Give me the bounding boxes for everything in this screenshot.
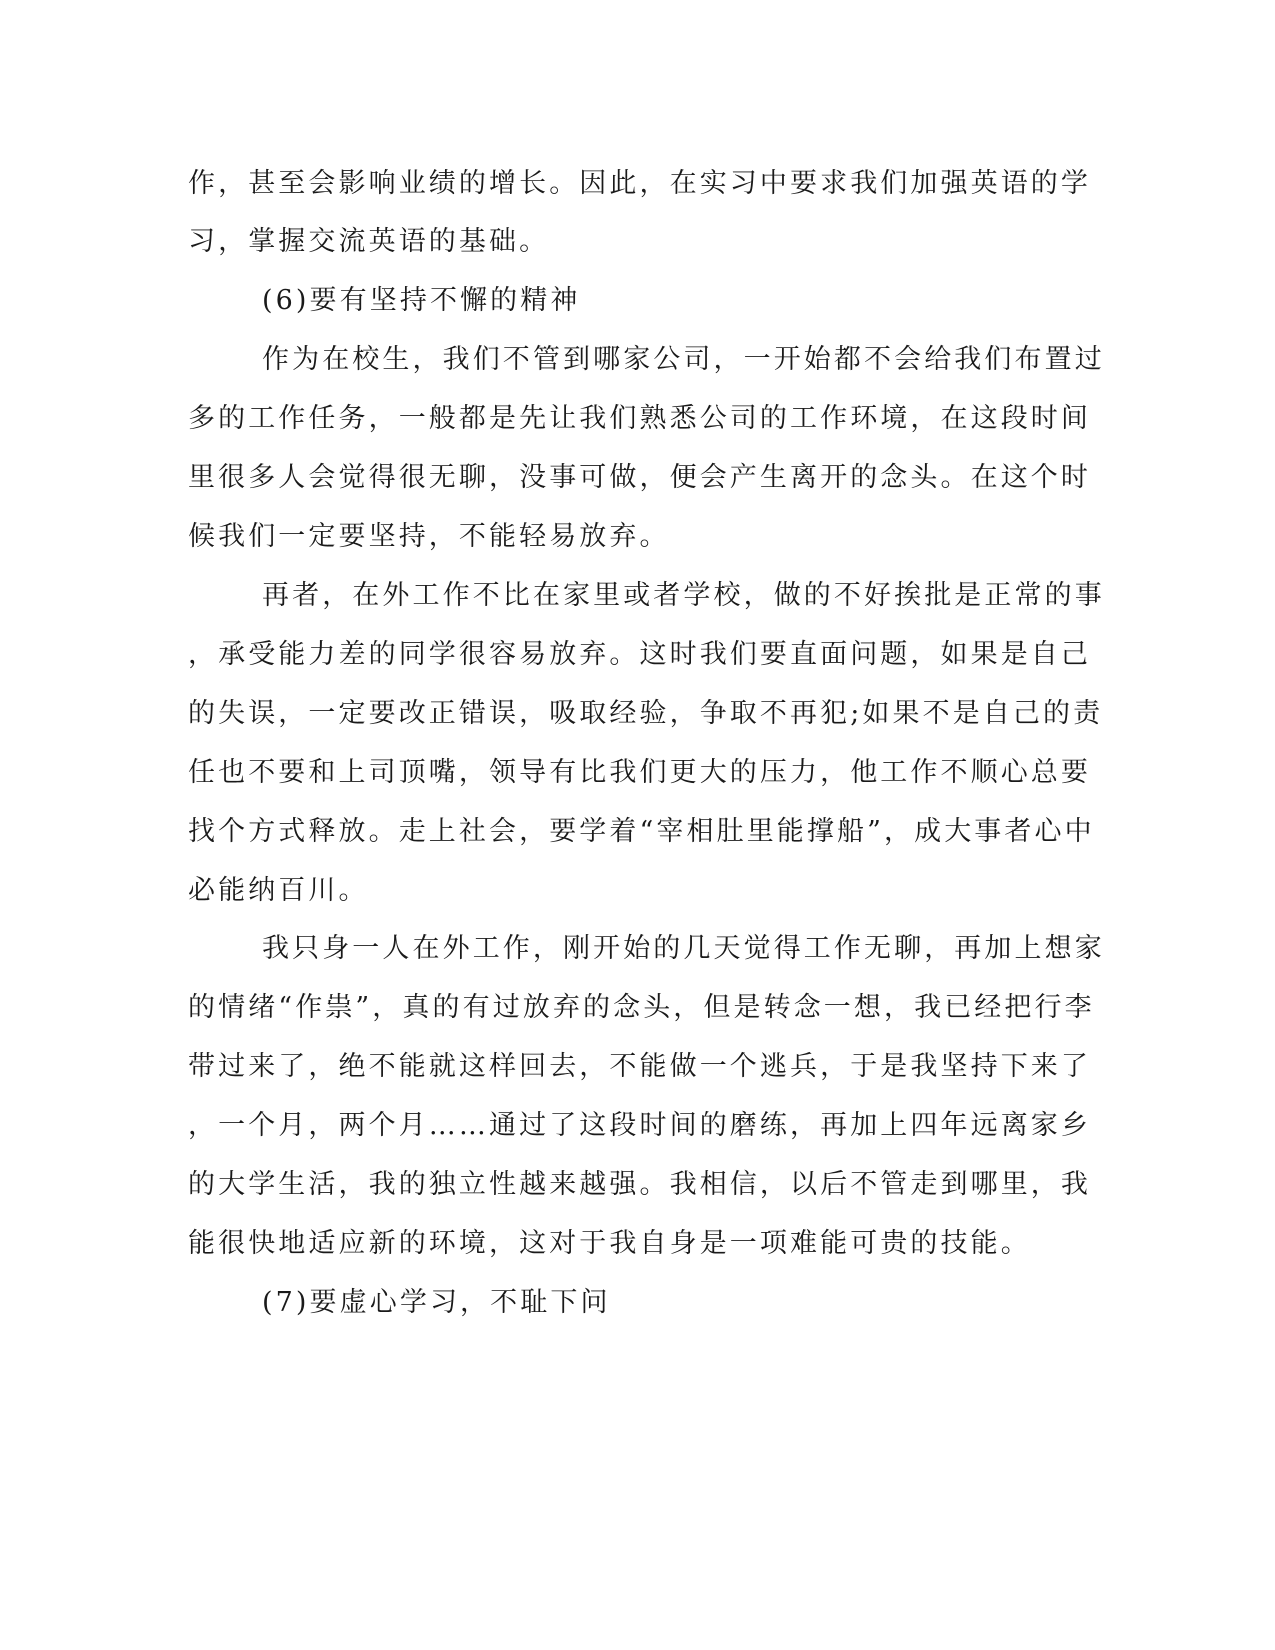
paragraph-line: 作，甚至会影响业绩的增长。因此，在实习中要求我们加强英语的学 [188,168,1091,199]
paragraph-line: 再者，在外工作不比在家里或者学校，做的不好挨批是正常的事 [262,580,1105,611]
section-heading: (7)要虚心学习，不耻下问 [262,1287,611,1318]
paragraph-line: 习，掌握交流英语的基础。 [188,226,550,257]
paragraph-line: 能很快地适应新的环境，这对于我自身是一项难能可贵的技能。 [188,1228,1031,1259]
paragraph-line: 作为在校生，我们不管到哪家公司，一开始都不会给我们布置过 [262,344,1105,375]
paragraph-line: 的情绪“作祟”，真的有过放弃的念头，但是转念一想，我已经把行李 [188,992,1095,1023]
section-heading: (6)要有坚持不懈的精神 [262,285,581,316]
paragraph-line: 必能纳百川。 [188,875,369,906]
paragraph-line: 的失误，一定要改正错误，吸取经验，争取不再犯;如果不是自己的责 [188,698,1104,729]
paragraph-line: 候我们一定要坚持，不能轻易放弃。 [188,521,670,552]
paragraph-line: 我只身一人在外工作，刚开始的几天觉得工作无聊，再加上想家 [262,933,1105,964]
paragraph-line: 找个方式释放。走上社会，要学着“宰相肚里能撑船”，成大事者心中 [188,816,1095,847]
paragraph-line: ，承受能力差的同学很容易放弃。这时我们要直面问题，如果是自己 [188,639,1091,670]
paragraph-line: 任也不要和上司顶嘴，领导有比我们更大的压力，他工作不顺心总要 [188,757,1091,788]
paragraph-line: 带过来了，绝不能就这样回去，不能做一个逃兵，于是我坚持下来了 [188,1051,1091,1082]
paragraph-line: 多的工作任务，一般都是先让我们熟悉公司的工作环境，在这段时间 [188,403,1091,434]
paragraph-line: ，一个月，两个月……通过了这段时间的磨练，再加上四年远离家乡 [188,1110,1091,1141]
paragraph-line: 的大学生活，我的独立性越来越强。我相信，以后不管走到哪里，我 [188,1169,1091,1200]
paragraph-line: 里很多人会觉得很无聊，没事可做，便会产生离开的念头。在这个时 [188,462,1091,493]
